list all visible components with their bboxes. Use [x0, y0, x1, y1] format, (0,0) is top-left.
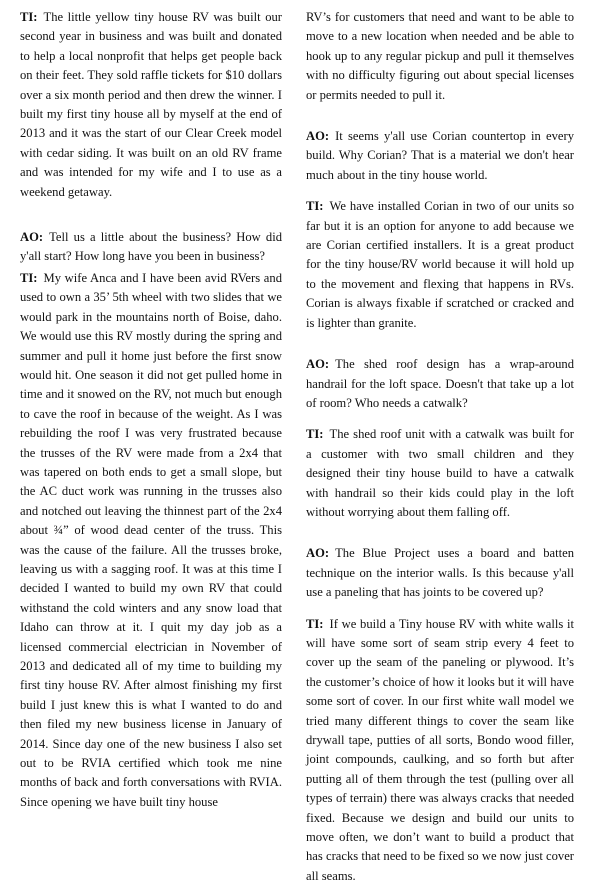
paragraph-text: It seems y'all use Corian countertop in every build. Why Corian? That is a material we don't hear much about in the tiny house world. — [306, 129, 574, 182]
paragraph-spacer — [306, 603, 574, 615]
question-paragraph — [306, 355, 574, 413]
paragraph-spacer — [306, 105, 574, 127]
speaker-label: TI: — [306, 616, 324, 631]
answer-paragraph — [20, 8, 282, 202]
continued-paragraph — [306, 8, 574, 105]
paragraph-spacer — [306, 522, 574, 544]
paragraph-text: The little yellow tiny house RV was built our second year in business and was built and donated to help a local nonprofit that helps get people back on their feet. They sold raffle tickets for $10 dollars over a six month period and then drew the winner. I built my first tiny house all by myself at the end of 2013 and it was the start of our Clear Creek model with cedar siding. It was built on an old RV frame and was intended for my wife and I to use as a weekend getaway. — [20, 10, 282, 199]
paragraph-text: The Blue Project uses a board and batten technique on the interior walls. Is this because y'all use a paneling that has joints to be covered up? — [306, 546, 574, 600]
answer-paragraph — [20, 269, 282, 812]
speaker-label: TI: — [306, 427, 324, 442]
left-column — [20, 8, 282, 812]
speaker-label: AO: — [306, 129, 330, 144]
paragraph-text: The shed roof design has a wrap-around handrail for the loft space. Doesn't that take up a lot of room? Who needs a catwalk? — [306, 357, 574, 410]
paragraph-text: The shed roof unit with a catwalk was built for a customer with two small children and they designed their tiny house build to have a catwalk with handrail so their kids could play in the loft without worrying about them falling off. — [306, 427, 574, 519]
answer-paragraph — [306, 615, 574, 886]
speaker-label: AO: — [20, 230, 44, 245]
answer-paragraph — [306, 197, 574, 333]
right-column — [306, 8, 574, 886]
paragraph-spacer — [20, 202, 282, 228]
speaker-label: AO: — [306, 546, 330, 561]
paragraph-spacer — [306, 413, 574, 425]
paragraph-text: Tell us a little about the business? How did y'all start? How long have you been in business? — [20, 230, 282, 264]
question-paragraph — [306, 544, 574, 602]
paragraph-text: We have installed Corian in two of our units so far but it is an option for anyone to add because we are Corian certified installers. It is a great product for the tiny house/RV world because it will hold up to the movement and flexing that happens in RVs. Corian is always fixable if scratched or cracked and is lighter than granite. — [306, 199, 574, 330]
answer-paragraph — [306, 425, 574, 522]
paragraph-text: If we build a Tiny house RV with white walls it will have some sort of seam strip every 4 feet to cover up the seam of the paneling or plywood. It’s the customer’s choice of how it looks but it will have some sort of cover. In our first white wall model we tried many different things to cover the seam like drywall tape, putties of all sorts, Bondo wood filler, joint compounds, caulking, and so forth but after putting all of them through the test (pulling over all types of terrain) there was always cracks that needed fixed. Because we design and build our units to move often, we don’t want to build a product that has cracks that need to be fixed so we now just cover all seams. — [306, 616, 574, 883]
speaker-label: TI: — [20, 10, 38, 24]
question-paragraph — [20, 228, 282, 267]
speaker-label: TI: — [20, 270, 38, 285]
paragraph-text: My wife Anca and I have been avid RVers and used to own a 35’ 5th wheel with two slides that we would park in the mountains north of Boise, daho. We would use this RV mostly during the spring and summer and pull it home just before the first snow would hit. One season it did not get pulled home in time and it snowed on the RV, not much but enough to cave the roof in because of the weight. As I was rebuilding the roof I was very frustrated because the trusses of the RV were made from a 2x4 that was tapered on both ends to get a small slope, but the AC duct work was running in the trusses also and notched out leaving the thinnest part of the 2x4 about ¾” of wood dead center of the truss. This was the cause of the failure. All the trusses broke, leaving us with a sagging roof. It was at this time I decided I wanted to build my own RV that could withstand the cold winters and any snow load that Idaho can throw at it. I quit my day job as a licensed commercial electrician in November of 2013 and dedicated all of my time to building my first tiny house RV. After almost finishing my first build I just knew this is what I wanted to do and then filed my new business license in January of 2014. Since day one of the new business I also set out to be RVIA certified which took me nine months of back and forth conversations with RVIA. Since opening we have built tiny house — [20, 270, 282, 809]
paragraph-spacer — [306, 333, 574, 355]
speaker-label: TI: — [306, 199, 324, 214]
paragraph-spacer — [306, 185, 574, 197]
question-paragraph — [306, 127, 574, 185]
speaker-label: AO: — [306, 357, 330, 372]
paragraph-text: RV’s for customers that need and want to be able to move to a new location when needed and be able to hook up to any regular pickup and pull it themselves with no difficulty figuring out about special licenses or permits needed to pull it. — [306, 10, 574, 102]
